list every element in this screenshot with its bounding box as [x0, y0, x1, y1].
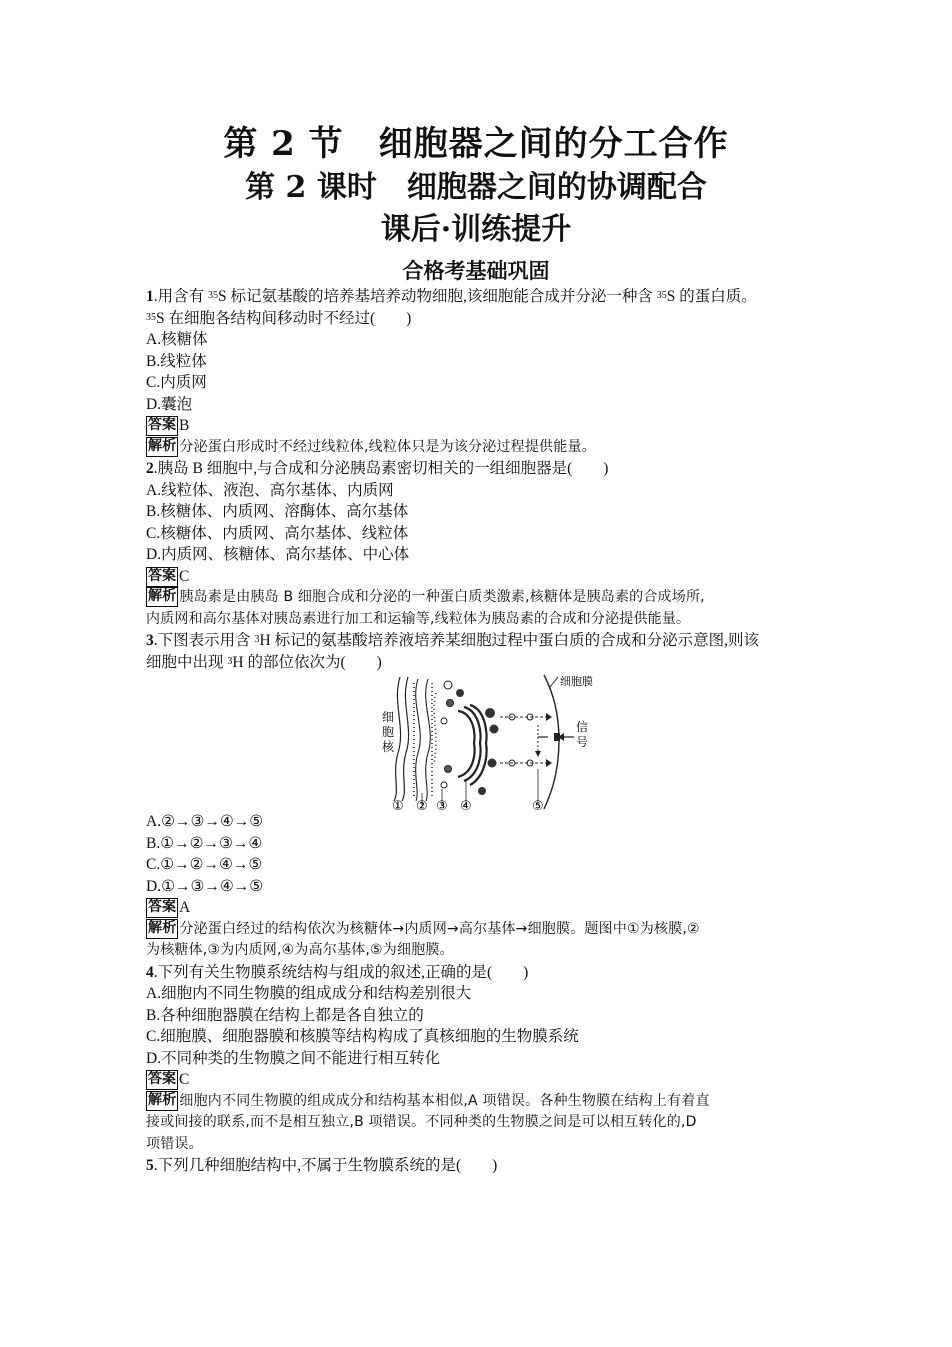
q2-answer: 答案 C [148, 567, 190, 585]
q4-analysis: 解析 细胞内不同生物膜的组成成分和结构基本相似,A 项错误。各种生物膜在结构上有着直 [148, 1091, 710, 1109]
q4-answer: 答案 C [148, 1071, 190, 1088]
q1-option-d: D.囊泡 [146, 395, 193, 413]
q5-stem: 5.下列几种细胞结构中,不属于生物膜系统的是( ) [146, 1157, 498, 1174]
arrow-head [546, 759, 552, 767]
q2-analysis: 解析 胰岛素是由胰岛 B 细胞合成和分泌的一种蛋白质类激素,核糖体是胰岛素的合成场所, [148, 588, 705, 605]
arrow-head [546, 713, 552, 721]
secretory-vesicle [485, 708, 495, 718]
nucleus-label-2: 胞 [382, 725, 395, 739]
leader-line [550, 677, 558, 687]
vesicle [445, 766, 452, 773]
lesson-title: 第 2 课时 细胞器之间的协调配合 [245, 170, 707, 205]
secretory-vesicle [456, 689, 464, 697]
arrow-head [535, 751, 541, 757]
q3-analysis: 解析 分泌蛋白经过的结构依次为核糖体→内质网→高尔基体→细胞膜。题图中①为核膜,② [148, 919, 700, 937]
q1-answer: 答案 B [148, 417, 190, 434]
nucleus-label-1: 细 [382, 710, 395, 724]
nucleus-label-3: 核 [382, 740, 395, 754]
q3-stem: 3.下图表示用含 $^3$H 标记的氨基酸培养液培养某细胞过程中蛋白质的合成和分泌示意图,则该 [146, 632, 759, 649]
marker-2: ② [416, 799, 428, 811]
q1-option-b: B.线粒体 [146, 352, 207, 370]
q2-option-c: C.核糖体、内质网、高尔基体、线粒体 [146, 524, 409, 542]
q4-option-c: C.细胞膜、细胞器膜和核膜等结构构成了真核细胞的生物膜系统 [146, 1028, 579, 1045]
q4-option-d: D.不同种类的生物膜之间不能进行相互转化 [146, 1049, 441, 1067]
q3-option-c: C.①→②→④→⑤ [146, 856, 263, 873]
golgi-cisterna [464, 707, 481, 781]
secretory-vesicle [488, 759, 497, 768]
q1-stem-2: $^{35}$S 在细胞各结构间移动时不经过( ) [146, 309, 412, 327]
q2-option-b: B.核糖体、内质网、溶酶体、高尔基体 [146, 503, 409, 520]
q1-stem: 1.用含有 $^{35}$S 标记氨基酸的培养基培养动物细胞,该细胞能合成并分泌一种含 $^{35}$S 的蛋白质。 [146, 288, 757, 305]
analysis-tag: 解析 [146, 587, 178, 607]
q2-analysis-2: 内质网和高尔基体对胰岛素进行加工和运输等,线粒体为胰岛素的合成和分泌提供能量。 [146, 610, 691, 627]
marker-1: ① [392, 799, 404, 811]
vesicle [444, 681, 452, 689]
ribosome-dots [434, 693, 436, 763]
er-membrane [426, 679, 431, 801]
subsection-title: 合格考基础巩固 [402, 258, 550, 283]
membrane-label: 细胞膜 [560, 675, 593, 688]
answer-tag: 答案 [146, 898, 178, 918]
q1-option-a: A.核糖体 [146, 331, 208, 348]
signal-label-1: 信 [576, 720, 589, 734]
analysis-tag: 解析 [146, 437, 178, 457]
signal-label-2: 号 [576, 735, 589, 749]
q2-option-d: D.内质网、核糖体、高尔基体、中心体 [146, 546, 410, 563]
golgi-cisterna [458, 711, 475, 777]
analysis-tag: 解析 [146, 1091, 178, 1111]
marker-3: ③ [436, 799, 448, 811]
cell-secretion-diagram [378, 673, 598, 811]
answer-tag: 答案 [146, 567, 178, 587]
marker-4: ④ [460, 799, 472, 811]
nuclear-envelope [394, 677, 401, 801]
q1-analysis: 解析 分泌蛋白形成时不经过线粒体,线粒体只是为该分泌过程提供能量。 [148, 437, 596, 455]
er-membrane [416, 679, 421, 801]
vesicle [441, 782, 447, 788]
answer-tag: 答案 [146, 1070, 178, 1090]
analysis-tag: 解析 [146, 919, 178, 939]
q2-stem: 2.胰岛 B 细胞中,与合成和分泌胰岛素密切相关的一组细胞器是( ) [146, 460, 609, 477]
q3-stem-2: 细胞中出现 $^3$H 的部位依次为( ) [146, 653, 382, 671]
practice-title: 课后·训练提升 [380, 212, 572, 247]
q3-answer: 答案 A [148, 899, 191, 916]
q1-option-c: C.内质网 [146, 374, 207, 391]
q4-analysis-2: 接或间接的联系,而不是相互独立,B 项错误。不同种类的生物膜之间是可以相互转化的,D [146, 1114, 697, 1130]
secretory-vesicle [478, 787, 486, 795]
secretory-vesicle [490, 725, 499, 734]
marker-5: ⑤ [532, 799, 544, 811]
golgi-cisterna [470, 705, 487, 785]
cell-membrane [544, 675, 559, 809]
question-list [146, 286, 816, 1177]
section-title: 第 2 节 细胞器之间的分工合作 [223, 124, 729, 164]
vesicle [441, 718, 447, 724]
q4-option-a: A.细胞内不同生物膜的组成成分和结构差别很大 [146, 985, 472, 1002]
nuclear-envelope-inner [402, 677, 409, 801]
q3-option-b: B.①→②→③→④ [146, 834, 263, 852]
q4-option-b: B.各种细胞器膜在结构上都是各自独立的 [146, 1006, 424, 1024]
q3-option-d: D.①→③→④→⑤ [146, 877, 264, 895]
secretion-figure [146, 673, 816, 811]
answer-tag: 答案 [146, 416, 178, 436]
q2-option-a: A.线粒体、液泡、高尔基体、内质网 [146, 481, 394, 499]
q3-analysis-2: 为核糖体,③为内质网,④为高尔基体,⑤为细胞膜。 [146, 942, 454, 958]
q4-stem: 4.下列有关生物膜系统结构与组成的叙述,正确的是( ) [146, 963, 529, 981]
q3-option-a: A.②→③→④→⑤ [146, 813, 264, 830]
q4-analysis-3: 项错误。 [146, 1135, 203, 1152]
vesicle [447, 700, 454, 707]
